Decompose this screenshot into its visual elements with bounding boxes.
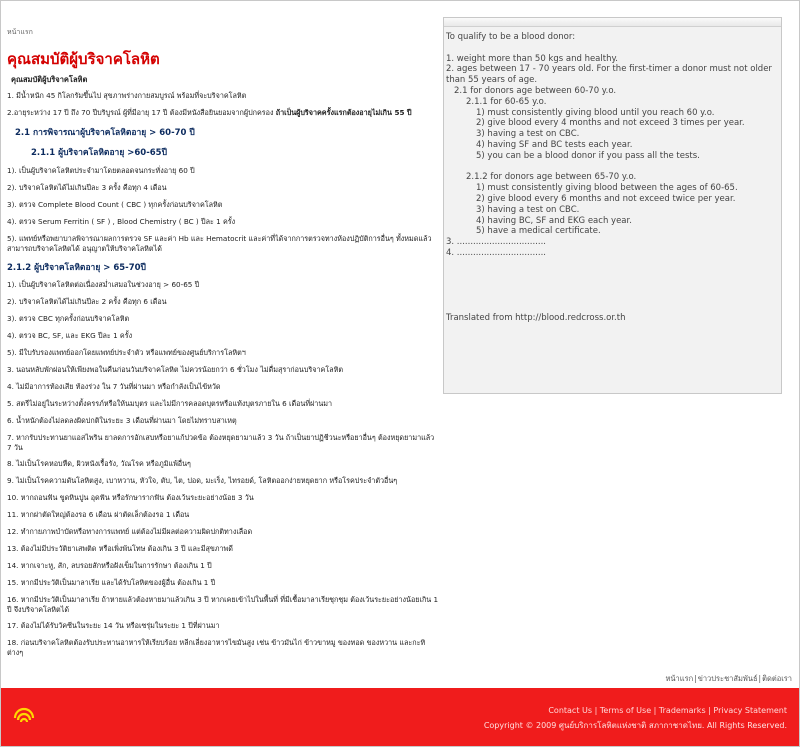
sidebar-line: 2.1 for donors age between 60-70 y.o.	[454, 85, 617, 96]
list-item: 12. ทำกายภาพบำบัดหรือทางการแพทย์ แต่ต้องไม่มีผลต่อความผิดปกติทางเลือด	[7, 527, 253, 536]
sidebar-line: 4) having SF and BC tests each year.	[476, 139, 633, 150]
list-item: 2). บริจาคโลหิตได้ไม่เกินปีละ 2 ครั้ง คือทุก 6 เดือน	[7, 297, 167, 306]
section-2-1-1: 2.1.1 ผู้บริจาคโลหิตอายุ >60-65ปี	[31, 148, 167, 158]
terms-link[interactable]: Terms of Use	[599, 706, 652, 715]
copyright: Copyright © 2009 ศูนย์บริการโลหิตแห่งชาติ สภากาชาดไทย. All Rights Reserved.	[483, 721, 787, 730]
sidebar-header-bar	[444, 18, 781, 27]
list-item: 6. น้ำหนักต้องไม่ลดลงผิดปกติในระยะ 3 เดือนที่ผ่านมา โดยไม่ทราบสาเหตุ	[7, 416, 237, 425]
list-item: 5. สตรีไม่อยู่ในระหว่างตั้งครรภ์หรือให้นมบุตร และไม่มีการคลอดบุตรหรือแท้งบุตรภายใน 6 เดือนที่ผ่านมา	[7, 399, 333, 408]
sidebar-line: 2) give blood every 4 months and not exceed 3 times per year.	[476, 118, 745, 129]
sidebar-line: 3. .................................	[446, 237, 546, 248]
footer-nav: หน้าแรก|ข่าวประชาสัมพันธ์|ติดต่อเรา	[665, 674, 792, 683]
translated-note: Translated from http://blood.redcross.or.th	[446, 312, 626, 323]
intro-2-bold: ถ้าเป็นผู้บริจาคครั้งแรกต้องอายุไม่เกิน 55 ปี	[275, 108, 412, 117]
list-item: 3). ตรวจ CBC ทุกครั้งก่อนบริจาคโลหิต	[7, 314, 130, 323]
list-item: 4). ตรวจ BC, SF, และ EKG ปีละ 1 ครั้ง	[7, 331, 133, 340]
sidebar-line: 1. weight more than 50 kgs and healthy.	[446, 53, 618, 64]
sidebar-text	[446, 32, 776, 324]
sidebar-line: 3) having a test on CBC.	[476, 204, 580, 215]
sidebar-line: 4) having BC, SF and EKG each year.	[476, 215, 632, 226]
footer-links: Contact Us | Terms of Use | Trademarks | Privacy Statement	[548, 706, 787, 715]
sidebar-line: 5) you can be a blood donor if you pass all the tests.	[476, 150, 700, 161]
list-item: 5). แพทย์หรือพยาบาลพิจารณาผลการตรวจ SF และค่า Hb และ Hematocrit และค่าที่ได้จากการตรวจทางห้องปฏิบัติการอื่นๆ ทั้งหมดแล้วสามารถบริจาคโลหิตได้ อนุญาตให้บริจาคโลหิตได้	[7, 234, 432, 253]
sidebar-line: 3) having a test on CBC.	[476, 129, 580, 140]
contact-link[interactable]: Contact Us	[548, 706, 593, 715]
intro-1: 1. มีน้ำหนัก 45 กิโลกรัมขึ้นไป สุขภาพร่างกายสมบูรณ์ พร้อมที่จะบริจาคโลหิต	[7, 91, 247, 100]
sidebar-line: 5) have a medical certificate.	[476, 226, 601, 237]
list-item: 10. หากถอนฟัน ขูดหินปูน อุดฟัน หรือรักษารากฟัน ต้องเว้นระยะอย่างน้อย 3 วัน	[7, 493, 254, 502]
sidebar-line: 2. ages between 17 - 70 years old. For the first-timer a donor must not older than 55 years of age.	[446, 64, 772, 86]
list-item: 18. ก่อนบริจาคโลหิตต้องรับประทานอาหารให้เรียบร้อย หลีกเลี่ยงอาหารไขมันสูง เช่น ข้าวมันไก่ ข้าวขาหมู ของทอด ของหวาน และกะทิต่างๆ	[7, 638, 426, 657]
intro-2	[7, 108, 440, 118]
main-content	[7, 50, 440, 664]
list-item: 7. หากรับประทานยาแอสไพริน ยาลดการอักเสบหรือยาแก้ปวดข้อ ต้องหยุดยามาแล้ว 3 วัน ถ้าเป็นยาปฏิชีวนะหรือยาอื่นๆ ต้องหยุดยามาแล้ว 7 วัน	[7, 433, 435, 452]
sidebar-line: 2) give blood every 6 months and not exceed twice per year.	[476, 193, 736, 204]
list-item: 15. หากมีประวัติเป็นมาลาเรีย และได้รับโลหิตของผู้อื่น ต้องเกิน 1 ปี	[7, 578, 216, 587]
english-sidebar	[443, 17, 782, 394]
sidebar-line: 2.1.2 for donors age between 65-70 y.o.	[466, 172, 637, 183]
intro-2-text: 2.อายุระหว่าง 17 ปี ถึง 70 ปีบริบูรณ์ ผู้ที่มีอายุ 17 ปี ต้องมีหนังสือยินยอมจากผู้ปกครอง	[7, 108, 274, 117]
page-title: คุณสมบัติผู้บริจาคโลหิต	[7, 50, 160, 68]
list-item: 5). มีใบรับรองแพทย์ออกโดยแพทย์ประจำตัว หรือแพทย์ของศูนย์บริการโลหิตฯ	[7, 348, 246, 357]
list-item: 16. หากมีประวัติเป็นมาลาเรีย ถ้าหายแล้วต้องหายมาแล้วเกิน 3 ปี หากเคยเข้าไปในพื้นที่ ที่มีเชื้อมาลาเรียชุกชุม ต้องเว้นระยะอย่างน้อยเกิน 1 ปี จึงบริจาคโลหิตได้	[7, 595, 439, 614]
footer-nav-pr[interactable]: ข่าวประชาสัมพันธ์	[697, 674, 758, 683]
footer-nav-home[interactable]: หน้าแรก	[665, 674, 694, 683]
list-item: 14. หากเจาะหู, สัก, ลบรอยสักหรือฝังเข็มในการรักษา ต้องเกิน 1 ปี	[7, 561, 212, 570]
sidebar-line: 1) must consistently giving blood between the ages of 60-65.	[476, 183, 738, 194]
list-item: 3). ตรวจ Complete Blood Count ( CBC ) ทุกครั้งก่อนบริจาคโลหิต	[7, 200, 223, 209]
list-item: 2). บริจาคโลหิตได้ไม่เกินปีละ 3 ครั้ง คือทุก 4 เดือน	[7, 183, 167, 192]
list-item: 13. ต้องไม่มีประวัติยาเสพติด หรือเพิ่งพ้นโทษ ต้องเกิน 3 ปี และมีสุขภาพดี	[7, 544, 233, 553]
sidebar-heading: To qualify to be a blood donor:	[446, 32, 576, 42]
trademarks-link[interactable]: Trademarks	[658, 706, 706, 715]
footer-nav-contact[interactable]: ติดต่อเรา	[762, 674, 792, 683]
privacy-link[interactable]: Privacy Statement	[713, 706, 787, 715]
breadcrumb[interactable]: หน้าแรก	[7, 28, 33, 36]
section-2-1: 2.1 การพิจารณาผู้บริจาคโลหิตอายุ > 60-70 ปี	[15, 128, 195, 138]
list-item: 11. หากผ่าตัดใหญ่ต้องรอ 6 เดือน ผ่าตัดเล็กต้องรอ 1 เดือน	[7, 510, 190, 519]
sidebar-line: 2.1.1 for 60-65 y.o.	[466, 96, 547, 107]
sidebar-line: 4. .................................	[446, 247, 546, 258]
subtitle: คุณสมบัติผู้บริจาคโลหิต	[11, 75, 88, 84]
list-item: 1). เป็นผู้บริจาคโลหิตต่อเนื่องสม่ำเสมอในช่วงอายุ > 60-65 ปี	[7, 280, 200, 289]
logo-icon	[13, 706, 35, 728]
list-item: 4). ตรวจ Serum Ferritin ( SF ) , Blood Chemistry ( BC ) ปีละ 1 ครั้ง	[7, 217, 236, 226]
sidebar-line: 1) must consistently giving blood until you reach 60 y.o.	[476, 107, 715, 118]
list-item: 8. ไม่เป็นโรคหอบหืด, ผิวหนังเรื้อรัง, วัณโรค หรือภูมิแพ้อื่นๆ	[7, 459, 191, 468]
footer	[1, 688, 799, 746]
section-2-1-2: 2.1.2 ผู้บริจาคโลหิตอายุ > 65-70ปี	[7, 263, 146, 273]
list-item: 4. ไม่มีอาการท้องเสีย ท้องร่วง ใน 7 วันที่ผ่านมา หรือกำลังเป็นไข้หวัด	[7, 382, 221, 391]
list-item: 9. ไม่เป็นโรคความดันโลหิตสูง, เบาหวาน, หัวใจ, ตับ, ไต, ปอด, มะเร็ง, ไทรอยด์, โลหิตออกง่ายหยุดยาก หรือโรคประจำตัวอื่นๆ	[7, 476, 398, 485]
list-item: 17. ต้องไม่ได้รับวัคซีนในระยะ 14 วัน หรือเซรุ่มในระยะ 1 ปีที่ผ่านมา	[7, 621, 220, 630]
list-item: 1). เป็นผู้บริจาคโลหิตประจำมาโดยตลอดจนกระทั่งอายุ 60 ปี	[7, 166, 195, 175]
list-item: 3. นอนหลับพักผ่อนให้เพียงพอในคืนก่อนวันบริจาคโลหิต ไม่ควรน้อยกว่า 6 ชั่วโมง ไม่ดื่มสุราก่อนบริจาคโลหิต	[7, 365, 343, 374]
